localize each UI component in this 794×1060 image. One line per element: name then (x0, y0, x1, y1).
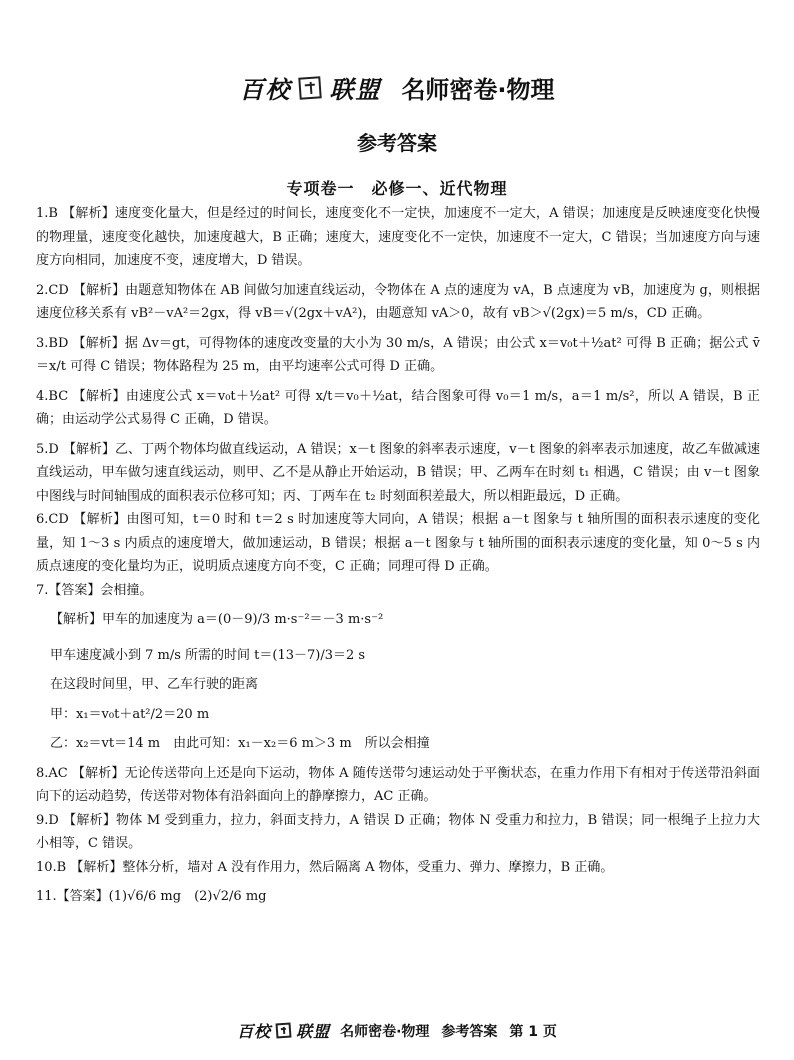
page-footer (0, 1019, 794, 1042)
brand-logo-right: 联盟 (329, 75, 382, 104)
analysis-line: 甲车速度减小到 7 m/s 所需的时间 t＝(13－7)/3＝2 s (50, 647, 366, 663)
section-heading: 专项卷一 必修一、近代物理 (286, 179, 508, 198)
analysis-line: 在这段时间里，甲、乙车行驶的距离 (50, 677, 259, 692)
answer-item: 3.BD 【解析】据 Δv＝gt，可得物体的速度改变量的大小为 30 m/s，A 错误；由公式 x＝v₀t＋½at² 可得 B 正确；据公式 v̄＝x/t 可得 C 错误；物体路程为 25 m，由平均速率公式可得 D 正确。 (36, 335, 760, 374)
brand-logo-left: 百校 (239, 75, 292, 104)
answer-item: 7.【答案】会相撞。 (36, 582, 153, 598)
answer-item: 4.BC 【解析】由速度公式 x＝v₀t＋½at² 可得 x/t＝v₀＋½at，结合图象可得 v₀＝1 m/s，a＝1 m/s²，所以 A 错误，B 正确；由运动学公式易得 C 正确，D 错误。 (36, 388, 760, 427)
footer-brand-left: 百校 (237, 1022, 272, 1041)
analysis-line: 【解析】甲车的加速度为 a＝(0－9)/3 m·s⁻²＝－3 m·s⁻² (50, 612, 384, 627)
answer-item: 6.CD 【解析】由图可知，t＝0 时和 t＝2 s 时加速度等大同向，A 错误；根据 a－t 图象与 t 轴所围的面积表示速度的变化量，知 1～3 s 内质点的速度增大，做加速运动，B 错误；根据 a－t 图象与 t 轴所围的面积表示速度的变化量，知 0～5 s 内质点速度的变化量均为正，说明质点速度方向不变，C 正确；同理可得 D 正确。 (36, 512, 760, 574)
page-number: 第 1 页 (509, 1023, 557, 1040)
answer-item: 1.B 【解析】速度变化量大，但是经过的时间长，速度变化不一定快，加速度不一定大，A 错误；加速度是反映速度变化快慢的物理量，速度变化越快，加速度越大，B 正确；速度大，速度变化不一定快，加速度不一定大，C 错误；当加速度方向与速度方向相同，加速度不变，速度增大，D 错误。 (36, 206, 760, 268)
footer-label: 参考答案 (441, 1023, 498, 1040)
answer-item: 10.B 【解析】整体分析，墙对 A 没有作用力，然后隔离 A 物体，受重力、弹力、摩擦力，B 正确。 (36, 859, 614, 875)
seal-icon (299, 76, 322, 99)
footer-title: 名师密卷·物理 (340, 1023, 430, 1040)
analysis-line: 甲：x₁＝v₀t＋at²/2＝20 m (50, 706, 210, 722)
answer-item: 8.AC 【解析】无论传送带向上还是向下运动，物体 A 随传送带匀速运动处于平衡状态，在重力作用下有相对于传送带沿斜面向下的运动趋势，传送带对物体有沿斜面向上的静摩擦力，AC 正确。 (36, 765, 760, 804)
answer-item: 11.【答案】(1)√6/6 mg (2)√2/6 mg (36, 889, 267, 904)
page-subtitle: 参考答案 (357, 131, 437, 155)
answer-item: 9.D 【解析】物体 M 受到重力，拉力，斜面支持力，A 错误 D 正确；物体 N 受重力和拉力，B 错误；同一根绳子上拉力大小相等，C 错误。 (36, 812, 760, 851)
page-header (0, 70, 794, 105)
answer-content (36, 202, 760, 909)
footer-brand-right: 联盟 (296, 1022, 331, 1041)
footer-seal-icon (276, 1022, 292, 1038)
analysis-line: 乙：x₂＝vt＝14 m 由此可知：x₁－x₂＝6 m＞3 m 所以会相撞 (50, 736, 430, 751)
answer-item: 5.D 【解析】乙、丁两个物体均做直线运动，A 错误；x－t 图象的斜率表示速度，v－t 图象的斜率表示加速度，故乙车做减速直线运动，甲车做匀速直线运动，则甲、乙不是从静止开始运动，B 错误；甲、乙两车在时刻 t₁ 相遇，C 错误；由 v－t 图象中图线与时间轴围成的面积表示位移可知；丙、丁两车在 t₂ 时刻面积差最大，所以相距最远，D 正确。 (36, 441, 760, 504)
answer-item: 2.CD 【解析】由题意知物体在 AB 间做匀加速直线运动，令物体在 A 点的速度为 vA，B 点速度为 vB，加速度为 g，则根据速度位移关系有 vB²－vA²＝2gx，得 vB＝√(2gx＋vA²)，由题意知 vA＞0，故有 vB＞√(2gx)＝5 m/s，CD 正确。 (36, 282, 760, 321)
page-title: 名师密卷·物理 (401, 76, 555, 104)
